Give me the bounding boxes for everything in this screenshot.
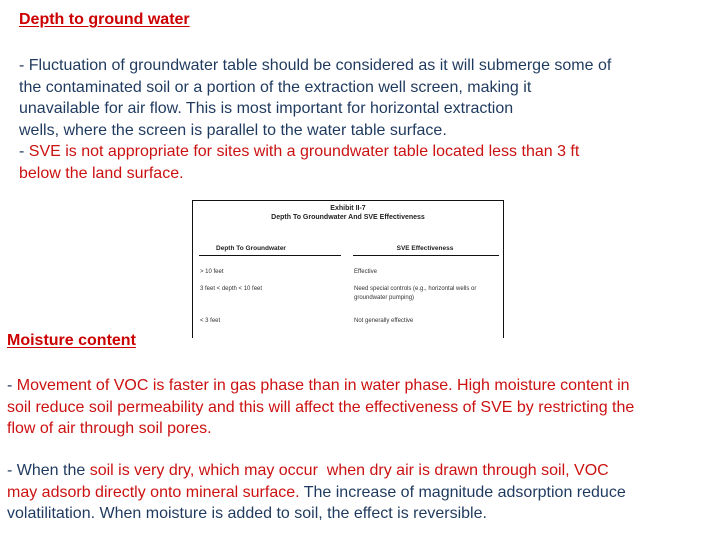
text-line: soil reduce soil permeability and this will affect the effectiveness of SVE by restricting the <box>7 398 635 416</box>
bullet-dash: - <box>19 143 29 160</box>
paragraph-fluctuation <box>19 55 611 184</box>
text-line: Need special controls (e.g., horizontal wells or <box>354 286 477 292</box>
cell-effectiveness: Effective <box>354 269 377 275</box>
paragraph-voc-movement <box>7 375 634 440</box>
heading-moisture-content: Moisture content <box>7 332 136 349</box>
column-header-effectiveness: SVE Effectiveness <box>396 245 454 252</box>
text-line <box>7 375 634 397</box>
text-dark: - When the <box>7 462 90 479</box>
column-rule-right <box>353 255 499 256</box>
text-line: volatilitation. When moisture is added to soil, the effect is reversible. <box>7 505 487 522</box>
text-line: the contaminated soil or a portion of the extraction well screen, making it <box>19 78 532 96</box>
paragraph-dry-soil <box>7 460 626 525</box>
text-line <box>7 460 626 482</box>
text-line: flow of air through soil pores. <box>7 420 212 437</box>
cell-effectiveness: Not generally effective <box>354 318 414 324</box>
exhibit-table <box>192 200 504 338</box>
exhibit-caption: Depth To Groundwater And SVE Effectiveness <box>271 214 425 221</box>
exhibit-number: Exhibit II-7 <box>330 205 366 212</box>
text-line <box>7 482 626 504</box>
text-line: wells, where the screen is parallel to the water table surface. <box>19 121 447 139</box>
cell-effectiveness <box>354 285 502 303</box>
text-line: - Fluctuation of groundwater table should be considered as it will submerge some of <box>19 57 612 74</box>
text-line <box>19 141 611 163</box>
sve-not-appropriate-text: SVE is not appropriate for sites with a groundwater table located less than 3 ft <box>28 143 580 160</box>
text-line: groundwater pumping) <box>354 295 415 301</box>
exhibit-title <box>193 204 503 222</box>
text-dark: The increase of magnitude adsorption reduce <box>299 483 626 501</box>
bullet-dash: - <box>7 377 17 394</box>
text-red: Movement of VOC is faster in gas phase than in water phase. High moisture content in <box>16 377 630 394</box>
heading-depth-to-ground-water: Depth to ground water <box>19 11 190 28</box>
text-line: below the land surface. <box>19 164 184 182</box>
cell-depth: 3 feet < depth < 10 feet <box>200 286 263 292</box>
text-red: may adsorb directly onto mineral surface. <box>7 483 300 501</box>
cell-depth: < 3 feet <box>200 318 221 324</box>
column-rule-left <box>199 255 341 256</box>
text-red: soil is very dry, which may occur when dry air is drawn through soil, VOC <box>89 462 609 479</box>
text-line: unavailable for air flow. This is most important for horizontal extraction <box>19 100 514 117</box>
cell-depth: > 10 feet <box>200 269 224 275</box>
column-header-depth: Depth To Groundwater <box>216 245 286 252</box>
